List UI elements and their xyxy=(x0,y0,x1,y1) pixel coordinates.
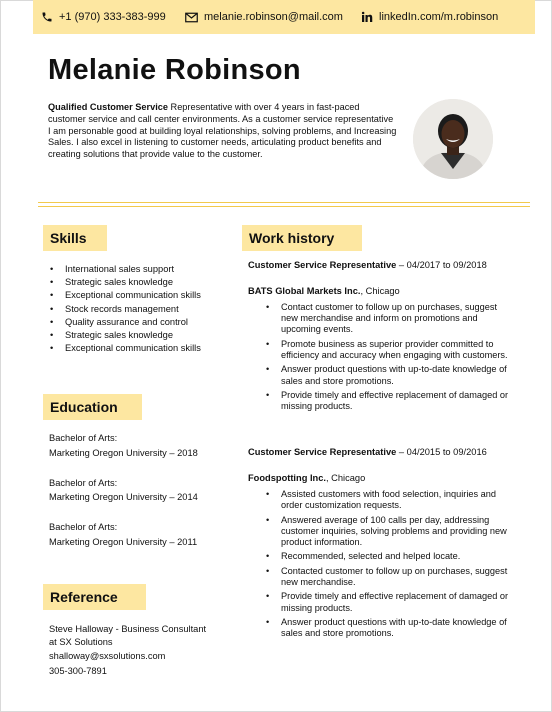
education-degree: Bachelor of Arts: xyxy=(49,433,118,443)
reference-name: Steve Halloway - Business Consultant xyxy=(49,624,207,634)
contact-phone[interactable] xyxy=(41,11,166,23)
job-bullets xyxy=(264,489,514,643)
education-heading: Education xyxy=(43,394,142,420)
job-title xyxy=(248,260,488,272)
list-item: • Answered average of 100 calls per day, addressing customer inquiries, solving problems and providing new product information. xyxy=(264,515,514,549)
phone-icon xyxy=(41,11,53,23)
work-history-heading: Work history xyxy=(242,225,362,251)
list-item: • Recommended, selected and helped locate. xyxy=(264,551,514,562)
job-dates: – 04/2017 to 09/2018 xyxy=(396,260,487,270)
education-school: Marketing Oregon University – 2011 xyxy=(49,537,198,547)
list-item: • Promote business as superior provider committed to efficiency and accuracy when engaging with customers. xyxy=(264,339,514,361)
list-item: • Answer product questions with up-to-date knowledge of sales and store promotions. xyxy=(264,617,514,639)
list-item: • Provide timely and effective replacement of damaged or missing products. xyxy=(264,591,514,613)
list-item: • Provide timely and effective replacement of damaged or missing products. xyxy=(264,390,514,412)
company-location: , Chicago xyxy=(360,286,400,296)
profile-photo xyxy=(413,99,493,179)
candidate-name: Melanie Robinson xyxy=(48,54,301,86)
list-item: • Exceptional communication skills xyxy=(48,289,201,302)
reference-phone[interactable]: 305-300-7891 xyxy=(49,666,107,676)
mail-icon xyxy=(185,12,198,23)
skills-heading: Skills xyxy=(43,225,107,251)
linkedin-text: linkedIn.com/m.robinson xyxy=(379,11,499,23)
contact-bar xyxy=(33,0,535,34)
phone-text: +1 (970) 333-383-999 xyxy=(59,11,166,23)
list-item: • International sales support xyxy=(48,263,201,276)
email-text: melanie.robinson@mail.com xyxy=(204,11,343,23)
education-school: Marketing Oregon University – 2018 xyxy=(49,448,198,458)
contact-email[interactable] xyxy=(185,11,343,23)
job-role: Customer Service Representative xyxy=(248,260,397,270)
summary xyxy=(48,102,398,161)
list-item: • Quality assurance and control xyxy=(48,316,201,329)
reference-email[interactable]: shalloway@sxsolutions.com xyxy=(49,651,166,661)
education-degree: Bachelor of Arts: xyxy=(49,478,118,488)
job-bullets xyxy=(264,302,514,416)
divider-top xyxy=(38,202,530,203)
skills-list xyxy=(48,263,201,355)
education-school: Marketing Oregon University – 2014 xyxy=(49,492,198,502)
summary-lead: Qualified Customer Service xyxy=(48,102,168,112)
linkedin-icon xyxy=(361,11,373,23)
job-dates: – 04/2015 to 09/2016 xyxy=(396,447,487,457)
reference-company: at SX Solutions xyxy=(49,637,113,647)
company-name: Foodspotting Inc. xyxy=(248,473,326,483)
job-company xyxy=(248,473,365,483)
list-item: • Stock records management xyxy=(48,303,201,316)
job-company xyxy=(248,286,400,296)
contact-linkedin[interactable] xyxy=(361,11,498,23)
divider-bottom xyxy=(38,206,530,207)
job-title xyxy=(248,447,488,459)
list-item: • Answer product questions with up-to-date knowledge of sales and store promotions. xyxy=(264,364,514,386)
company-location: , Chicago xyxy=(325,473,366,483)
list-item: • Contact customer to follow up on purchases, suggest new merchandise and inform on promotions and upcoming events. xyxy=(264,302,514,336)
list-item: • Strategic sales knowledge xyxy=(48,276,201,289)
reference-heading: Reference xyxy=(43,584,146,610)
list-item: • Assisted customers with food selection, inquiries and order customization requests. xyxy=(264,489,514,511)
summary-text: Representative with over 4 years in fast-paced customer service and call center environments. As a customer service representative I am personable good at building loyal relationships, solving problems, and Increasing Sales. I also excel in listening to customer needs, articulating product benefits and creating solutions that provide value to the customer. xyxy=(48,102,397,160)
education-degree: Bachelor of Arts: xyxy=(49,522,118,532)
list-item: • Strategic sales knowledge xyxy=(48,329,201,342)
list-item: • Contacted customer to follow up on purchases, suggest new merchandise. xyxy=(264,566,514,588)
job-role: Customer Service Representative xyxy=(248,447,397,457)
list-item: • Exceptional communication skills xyxy=(48,342,201,355)
company-name: BATS Global Markets Inc. xyxy=(248,286,361,296)
